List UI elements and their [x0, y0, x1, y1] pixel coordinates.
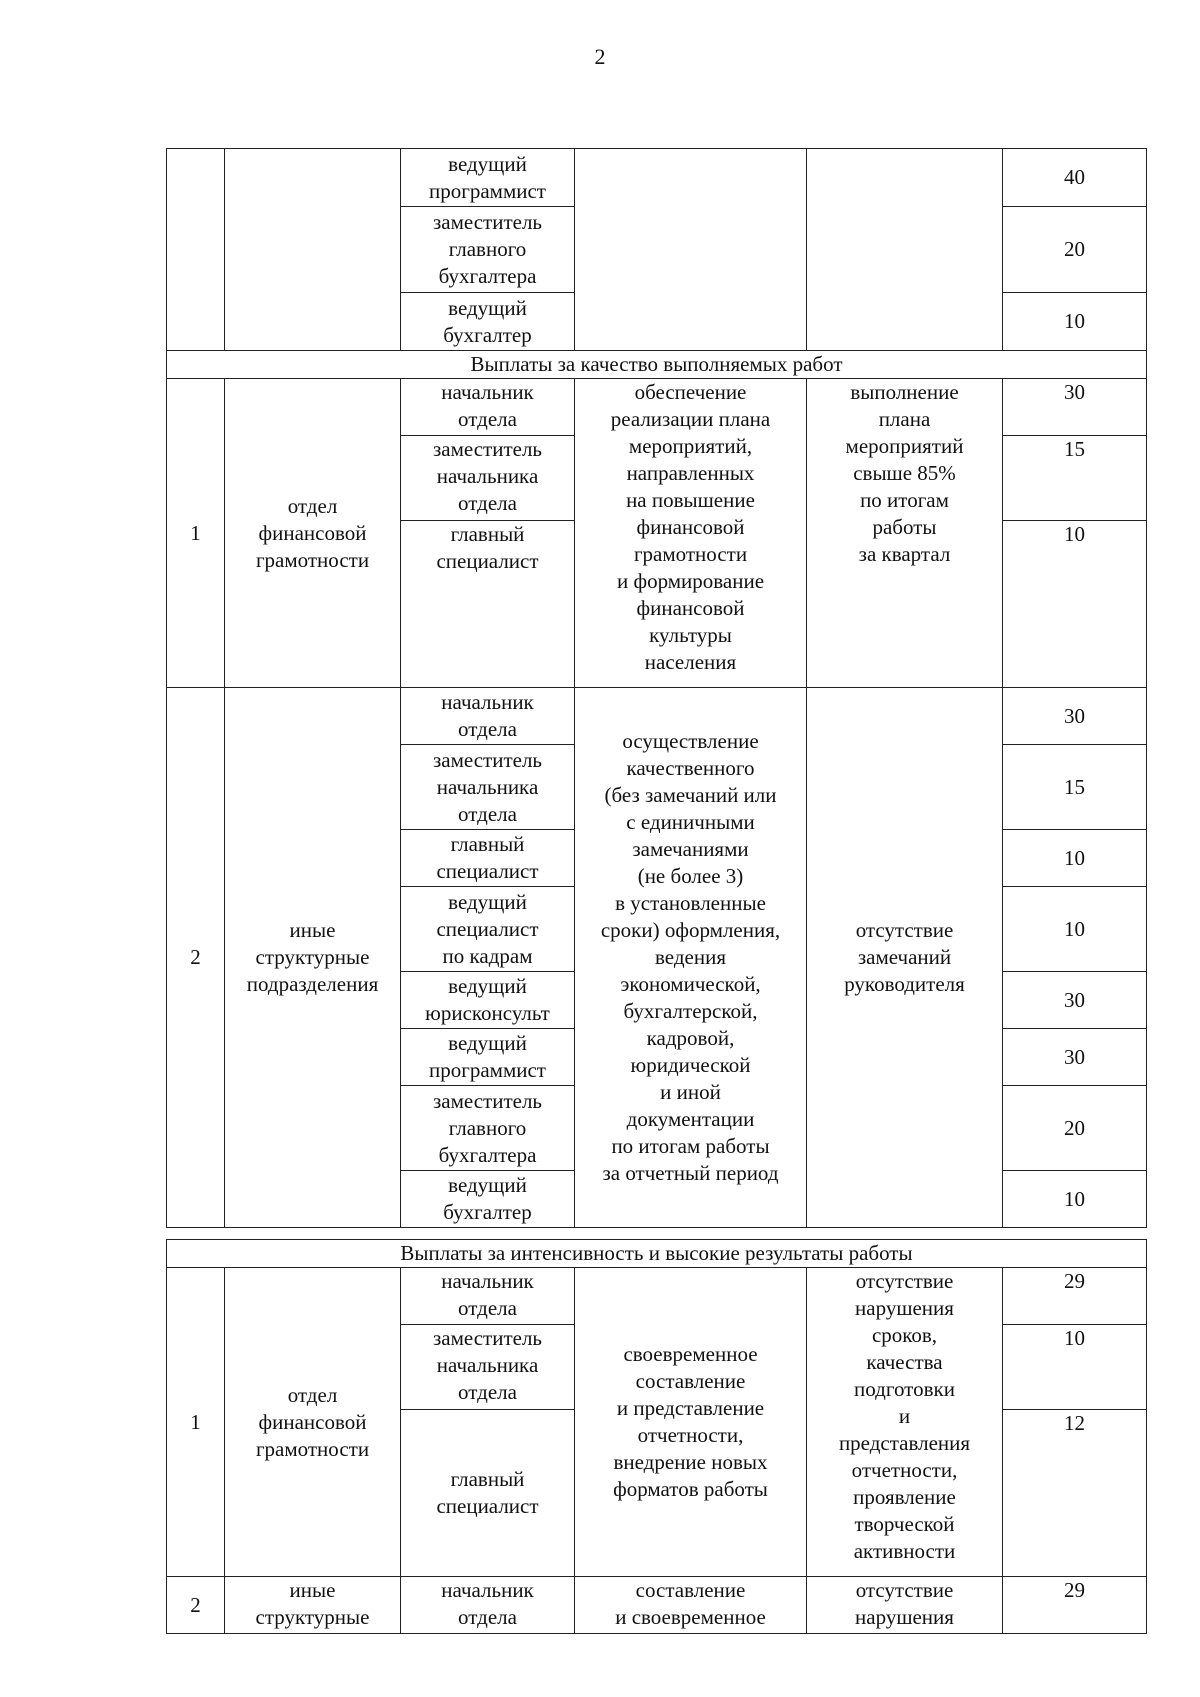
value-cell: 10 — [1003, 521, 1147, 688]
position-cell: ведущий бухгалтер — [401, 1171, 575, 1228]
condition-cell: отсутствие замечаний руководителя — [807, 688, 1003, 1228]
value-cell: 12 — [1003, 1410, 1147, 1577]
row-number-cell: 2 — [167, 688, 225, 1228]
value-cell: 15 — [1003, 745, 1147, 830]
value-cell: 30 — [1003, 972, 1147, 1029]
position-cell: ведущий специалист по кадрам — [401, 887, 575, 972]
value-cell: 10 — [1003, 1325, 1147, 1410]
table-row — [167, 1268, 1147, 1325]
value-cell: 10 — [1003, 293, 1147, 351]
page-number: 2 — [594, 44, 606, 69]
position-cell: ведущий программист — [401, 1029, 575, 1086]
intensity-table — [166, 1239, 1147, 1634]
position-cell: ведущий бухгалтер — [401, 293, 575, 351]
value-cell: 29 — [1003, 1268, 1147, 1325]
position-cell: заместитель начальника отдела — [401, 1325, 575, 1410]
position-cell: начальник отдела — [401, 1577, 575, 1634]
section-header-row — [167, 1240, 1147, 1268]
criterion-cell — [575, 149, 807, 351]
unit-cell: иные структурные — [225, 1577, 401, 1634]
unit-cell: отдел финансовой грамотности — [225, 379, 401, 688]
unit-cell: отдел финансовой грамотности — [225, 1268, 401, 1577]
position-cell: заместитель главного бухгалтера — [401, 1086, 575, 1171]
unit-cell — [225, 149, 401, 351]
value-cell: 10 — [1003, 887, 1147, 972]
condition-cell: отсутствие нарушения — [807, 1577, 1003, 1634]
value-cell: 15 — [1003, 436, 1147, 521]
value-cell: 10 — [1003, 830, 1147, 887]
criterion-cell: составление и своевременное — [575, 1577, 807, 1634]
position-cell: ведущий программист — [401, 149, 575, 207]
table-row — [167, 1577, 1147, 1634]
position-cell: главный специалист — [401, 521, 575, 688]
criterion-cell: осуществление качественного (без замечаний или с единичными замечаниями (не более 3) в установленные сроки) оформления, ведения экономической, бухгалтерской, кадровой, юридической и иной документации по итогам работы за отчетный период — [575, 688, 807, 1228]
payments-table — [166, 148, 1147, 1228]
criterion-cell: обеспечение реализации плана мероприятий, направленных на повышение финансовой грамотности и формирование финансовой культуры населения — [575, 379, 807, 688]
position-cell: заместитель начальника отдела — [401, 436, 575, 521]
value-cell: 10 — [1003, 1171, 1147, 1228]
row-number-cell — [167, 149, 225, 351]
position-cell: начальник отдела — [401, 379, 575, 436]
position-cell: главный специалист — [401, 1410, 575, 1577]
table-row — [167, 688, 1147, 745]
value-cell: 40 — [1003, 149, 1147, 207]
unit-cell: иные структурные подразделения — [225, 688, 401, 1228]
position-cell: начальник отдела — [401, 1268, 575, 1325]
value-cell: 30 — [1003, 1029, 1147, 1086]
condition-cell: отсутствие нарушения сроков, качества подготовки и представления отчетности, проявление творческой активности — [807, 1268, 1003, 1577]
value-cell: 30 — [1003, 688, 1147, 745]
position-cell: ведущий юрисконсульт — [401, 972, 575, 1029]
value-cell: 20 — [1003, 1086, 1147, 1171]
value-cell: 30 — [1003, 379, 1147, 436]
table-row — [167, 149, 1147, 207]
position-cell: начальник отдела — [401, 688, 575, 745]
row-number-cell: 1 — [167, 379, 225, 688]
position-cell: главный специалист — [401, 830, 575, 887]
position-cell: заместитель начальника отдела — [401, 745, 575, 830]
table-row — [167, 379, 1147, 436]
section-title: Выплаты за качество выполняемых работ — [167, 351, 1147, 379]
row-number-cell: 2 — [167, 1577, 225, 1634]
condition-cell: выполнение плана мероприятий свыше 85% по итогам работы за квартал — [807, 379, 1003, 688]
value-cell: 29 — [1003, 1577, 1147, 1634]
criterion-cell: своевременное составление и представление отчетности, внедрение новых форматов работы — [575, 1268, 807, 1577]
section-header-row — [167, 351, 1147, 379]
condition-cell — [807, 149, 1003, 351]
section-title: Выплаты за интенсивность и высокие результаты работы — [167, 1240, 1147, 1268]
value-cell: 20 — [1003, 207, 1147, 293]
position-cell: заместитель главного бухгалтера — [401, 207, 575, 293]
row-number-cell: 1 — [167, 1268, 225, 1577]
